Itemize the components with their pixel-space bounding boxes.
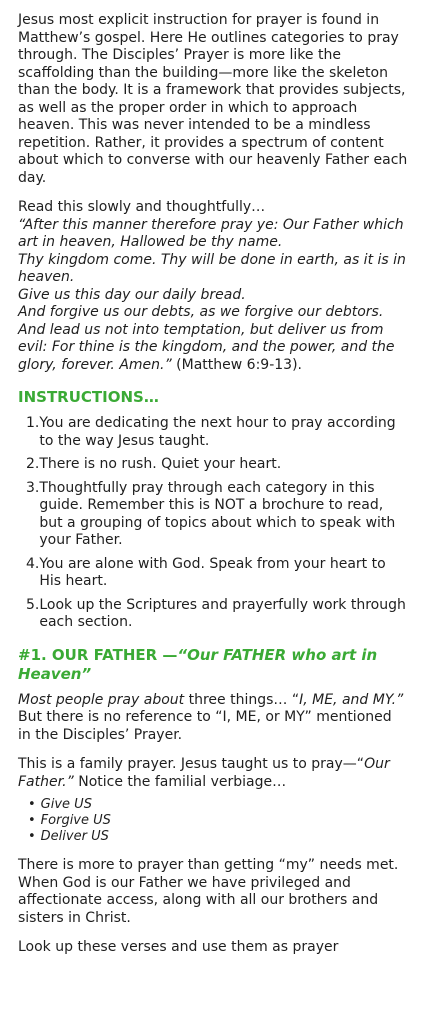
list-item	[26, 415, 408, 450]
list-number: 3.	[26, 479, 40, 496]
scripture-reference: (Matthew 6:9-13).	[171, 356, 302, 373]
body-text: Notice the familial verbiage…	[73, 773, 287, 790]
section-1-heading	[18, 646, 408, 684]
section-heading-plain: #1. OUR FATHER —	[18, 645, 178, 664]
bullet-icon: •	[28, 813, 36, 828]
section-1-paragraph	[18, 692, 408, 745]
us-list	[18, 797, 408, 845]
list-number: 2.	[26, 456, 40, 472]
intro-paragraph: Jesus most explicit instruction for prayer is found in Matthew’s gospel. Here He outlines categories to pray through. The Disciples’ Prayer is more like the scaffolding than the building—more like the skeleton than the body. It is a framework that provides subjects, as well as the proper order in which to approach heaven. This was never intended to be a mindless repetition. Rather, it provides a spectrum of content about which to converse with our heavenly Father each day.	[18, 12, 408, 186]
list-item	[28, 813, 408, 829]
list-text: Look up the Scriptures and prayerfully work through each section.	[39, 596, 406, 630]
verses-paragraph: Look up these verses and use them as prayer	[18, 939, 339, 955]
list-number: 5.	[26, 596, 40, 613]
list-text: You are alone with God. Speak from your heart to His heart.	[39, 555, 386, 589]
list-item	[28, 797, 408, 813]
section-heading-italic: “Our FATHER who art in Heaven”	[18, 645, 378, 683]
italic-text: I, ME, and MY.”	[299, 691, 404, 708]
list-number: 4.	[26, 555, 40, 572]
bullet-icon: •	[28, 829, 36, 844]
list-text: Thoughtfully pray through each category in this guide. Remember this is NOT a brochure to read, but a grouping of topics about which to speak with your Father.	[39, 479, 396, 548]
bullet-icon: •	[28, 797, 36, 812]
list-text: There is no rush. Quiet your heart.	[39, 456, 282, 472]
list-text: Forgive US	[40, 813, 111, 828]
list-text: Give US	[40, 797, 92, 812]
body-text: This is a family prayer. Jesus taught us to pray—“	[18, 756, 365, 772]
prayer-line-last	[18, 322, 408, 375]
prayer-line: And lead us not into temptation, but deliver us from evil: For thine is the kingdom, and the power, and the glory, forever. Amen.”	[18, 321, 395, 373]
access-paragraph: There is more to prayer than getting “my” needs met. When God is our Father we have privileged and affectionate access, along with all our brothers and sisters in Christ.	[18, 857, 399, 926]
list-item	[26, 456, 408, 474]
list-item	[26, 480, 408, 550]
list-item	[26, 556, 408, 591]
lords-prayer-quote	[18, 217, 408, 375]
list-number: 1.	[26, 415, 40, 431]
prayer-line: Give us this day our daily bread.	[18, 286, 246, 303]
instructions-heading: INSTRUCTIONS…	[18, 388, 159, 406]
italic-text: Our Father.”	[18, 756, 390, 790]
family-prayer-paragraph	[18, 756, 408, 791]
prayer-line: “After this manner therefore pray ye: Our Father which art in heaven, Hallowed be thy name.	[18, 216, 404, 250]
body-text: But there is no reference to “I, ME, or MY” mentioned in the Disciples’ Prayer.	[18, 709, 392, 743]
list-text: You are dedicating the next hour to pray according to the way Jesus taught.	[39, 415, 396, 449]
list-item	[26, 597, 408, 632]
italic-text: Most people pray about	[18, 691, 185, 708]
list-text: Deliver US	[40, 829, 109, 844]
body-text: three things… “	[184, 691, 300, 708]
scripture-lead: Read this slowly and thoughtfully…	[18, 199, 266, 215]
list-item	[28, 829, 408, 845]
instructions-list	[18, 415, 408, 632]
prayer-line: And forgive us our debts, as we forgive our debtors.	[18, 304, 384, 320]
prayer-line: Thy kingdom come. Thy will be done in earth, as it is in heaven.	[18, 251, 406, 285]
